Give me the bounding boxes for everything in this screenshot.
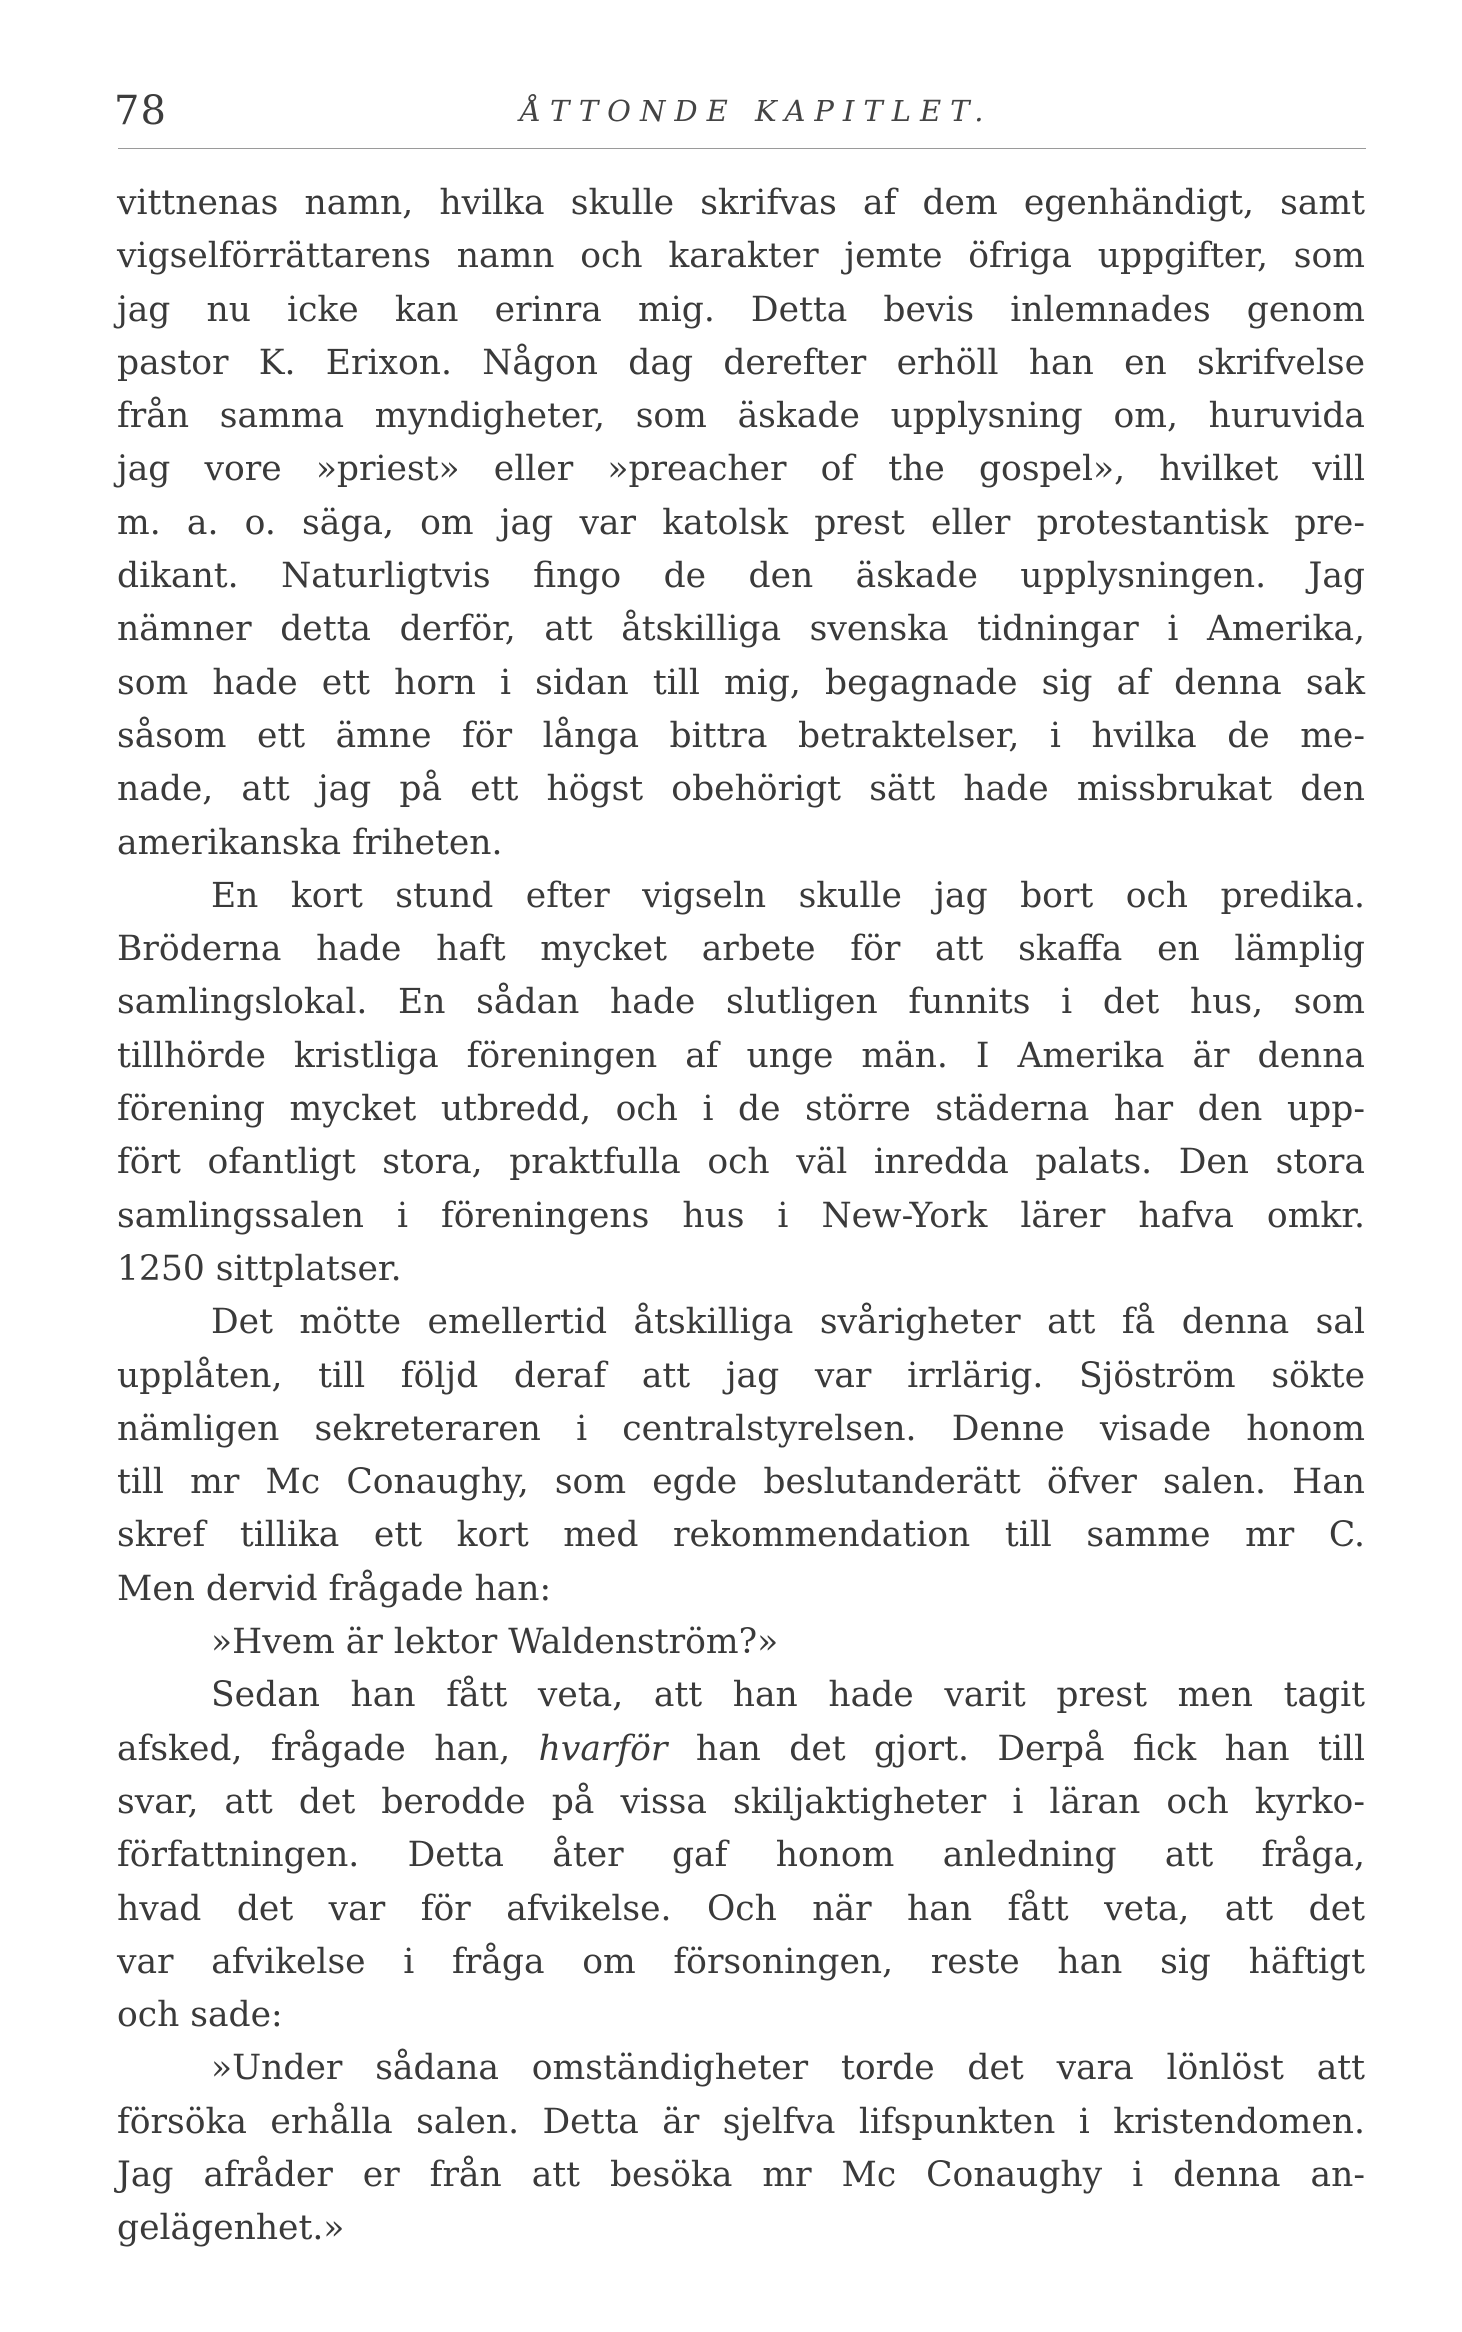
text-line: tillhörde kristliga föreningen af unge män. I Amerika är denna bbox=[117, 1035, 1365, 1076]
text-line: nämner detta derför, att åtskilliga svenska tidningar i Amerika, bbox=[117, 609, 1365, 650]
text-line: fört ofantligt stora, praktfulla och väl inredda palats. Den stora bbox=[117, 1142, 1365, 1183]
body-text bbox=[117, 177, 1365, 2256]
text-line: Sedan han fått veta, att han hade varit prest men tagit bbox=[211, 1675, 1365, 1716]
text-line: var afvikelse i fråga om försoningen, reste han sig häftigt bbox=[117, 1941, 1365, 1982]
text-line: Det mötte emellertid åtskilliga svårigheter att få denna sal bbox=[211, 1302, 1365, 1343]
header-rule bbox=[118, 148, 1366, 149]
text-fragment: afsked, frågade han, bbox=[117, 1728, 539, 1769]
text-line: »Hvem är lektor Waldenström?» bbox=[211, 1622, 779, 1663]
text-line: nämligen sekreteraren i centralstyrelsen. Denne visade honom bbox=[117, 1408, 1365, 1449]
text-line: vigselförrättarens namn och karakter jemte öfriga uppgifter, som bbox=[117, 236, 1365, 277]
text-fragment: han det gjort. Derpå fick han till bbox=[667, 1728, 1366, 1769]
text-line: förening mycket utbredd, och i de större städerna har den upp- bbox=[117, 1089, 1365, 1130]
text-line: vittnenas namn, hvilka skulle skrifvas af dem egenhändigt, samt bbox=[117, 183, 1365, 223]
text-line: försöka erhålla salen. Detta är sjelfva lifspunkten i kristendomen. bbox=[117, 2101, 1365, 2142]
text-line: En kort stund efter vigseln skulle jag bort och predika. bbox=[211, 875, 1365, 916]
text-line: hvad det var för afvikelse. Och när han fått veta, att det bbox=[117, 1888, 1365, 1929]
text-line: såsom ett ämne för långa bittra betraktelser, i hvilka de me- bbox=[117, 715, 1365, 756]
page-number: 78 bbox=[114, 88, 167, 134]
text-line: jag nu icke kan erinra mig. Detta bevis inlemnades genom bbox=[117, 289, 1365, 330]
text-line: samlingslokal. En sådan hade slutligen funnits i det hus, som bbox=[117, 982, 1365, 1023]
text-line: Jag afråder er från att besöka mr Mc Conaughy i denna an- bbox=[117, 2154, 1365, 2195]
text-line: samlingssalen i föreningens hus i New-York lärer hafva omkr. bbox=[117, 1195, 1365, 1236]
text-line: som hade ett horn i sidan till mig, begagnade sig af denna sak bbox=[117, 662, 1365, 703]
page-header bbox=[112, 88, 1362, 148]
text-line: Bröderna hade haft mycket arbete för att skaffa en lämplig bbox=[117, 929, 1365, 970]
text-line: och sade: bbox=[117, 1995, 283, 2036]
text-line: från samma myndigheter, som äskade upplysning om, huruvida bbox=[117, 396, 1365, 437]
text-line: upplåten, till följd deraf att jag var irrlärig. Sjöström sökte bbox=[117, 1355, 1365, 1396]
text-line: författningen. Detta åter gaf honom anledning att fråga, bbox=[117, 1835, 1365, 1876]
text-line: amerikanska friheten. bbox=[117, 822, 503, 863]
text-line: m. a. o. säga, om jag var katolsk prest eller protestantisk pre- bbox=[117, 502, 1365, 543]
text-line: gelägenhet.» bbox=[117, 2208, 345, 2249]
running-head: ÅTTONDE KAPITLET. bbox=[520, 94, 993, 128]
text-line: Men dervid frågade han: bbox=[117, 1568, 552, 1609]
text-line: svar, att det berodde på vissa skiljaktigheter i läran och kyrko- bbox=[117, 1781, 1365, 1822]
text-line: jag vore »priest» eller »preacher of the gospel», hvilket vill bbox=[117, 449, 1365, 490]
text-line: 1250 sittplatser. bbox=[117, 1248, 402, 1289]
text-line: dikant. Naturligtvis fingo de den äskade upplysningen. Jag bbox=[117, 556, 1365, 597]
italic-word: hvarför bbox=[538, 1728, 668, 1769]
text-line: till mr Mc Conaughy, som egde beslutanderätt öfver salen. Han bbox=[117, 1462, 1365, 1503]
text-line: »Under sådana omständigheter torde det vara lönlöst att bbox=[211, 2048, 1365, 2089]
text-line: pastor K. Erixon. Någon dag derefter erhöll han en skrifvelse bbox=[117, 342, 1365, 383]
text-line: skref tillika ett kort med rekommendation till samme mr C. bbox=[117, 1515, 1365, 1556]
text-line-composite bbox=[117, 1723, 1365, 1776]
text-line: nade, att jag på ett högst obehörigt sätt hade missbrukat den bbox=[117, 769, 1365, 810]
